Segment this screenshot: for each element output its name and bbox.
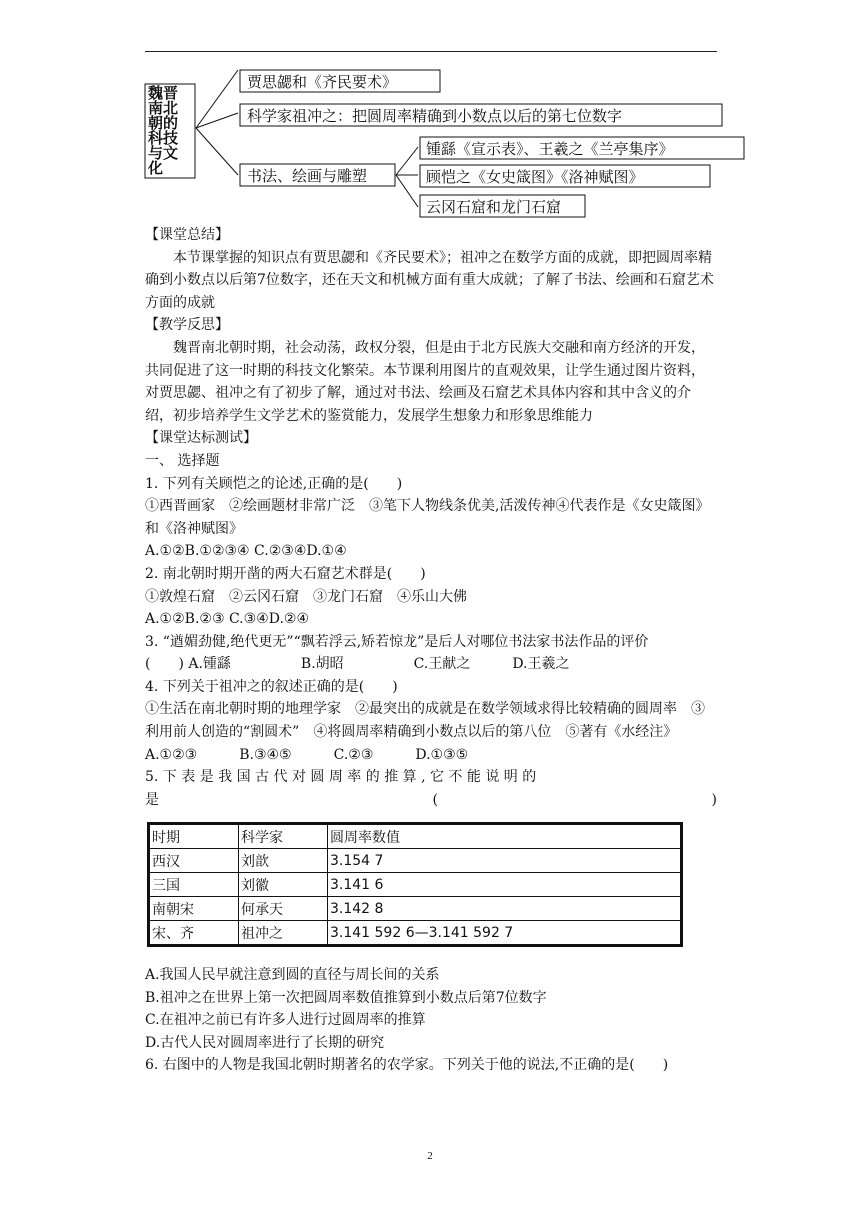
q5-stem: 5. 下 表 是 我 国 古 代 对 圆 周 率 的 推 算 , 它 不 能 说 明 的	[145, 769, 537, 786]
table-cell: 祖冲之	[239, 921, 328, 946]
q5-option-b: B.祖冲之在世界上第一次把圆周率数值推算到小数点后第7位数字	[145, 989, 547, 1006]
table-row	[149, 873, 682, 897]
table-cell: 宋、齐	[149, 921, 239, 946]
mind-map	[0, 0, 860, 224]
mindmap-sub-1: 锺繇《宣示表》、王羲之《兰亭集序》	[426, 140, 674, 158]
table-cell: 圆周率数值	[328, 824, 682, 849]
table-cell: 西汉	[149, 849, 239, 873]
summary-body: 本节课掌握的知识点有贾思勰和《齐民要术》；祖冲之在数学方面的成就，即把圆周率精确到小数点以后第7位数字，还在天文和机械方面有重大成就；了解了书法、绘画和石窟艺术方面的成就	[145, 249, 714, 311]
mindmap-connector	[196, 113, 238, 128]
q4-options: ①生活在南北朝时期的地理学家 ②最突出的成就是在数学领域求得比较精确的圆周率 ③利用前人创造的“割圆术” ④将圆周率精确到小数点以后的第八位 ⑤著有《水经注》 A.①②③ B.③④⑤ C.②③ D.①③⑤	[145, 701, 705, 763]
main-content	[145, 224, 717, 811]
q3-answers: ( ) A.锺繇 B.胡昭 C.王献之 D.王羲之	[145, 656, 570, 673]
mindmap-root-line: 南北	[148, 99, 179, 117]
q3-stem: 3. “遒媚劲健,绝代更无”“飘若浮云,矫若惊龙”是后人对哪位书法家书法作品的评价	[145, 633, 649, 650]
test-heading: 【课堂达标测试】	[145, 430, 257, 447]
mindmap-branch-3: 书法、绘画与雕塑	[247, 167, 368, 185]
q1-answers: A.①②B.①②③④ C.②③④D.①④	[145, 543, 347, 560]
q4-stem: 4. 下列关于祖冲之的叙述正确的是( )	[145, 678, 398, 695]
table-cell: 时期	[149, 824, 239, 849]
q2-options: ①敦煌石窟 ②云冈石窟 ③龙门石窟 ④乐山大佛	[145, 588, 467, 605]
q5-options	[145, 964, 717, 1077]
summary-heading: 【课堂总结】	[145, 227, 229, 243]
table-cell: 3.141 592 6—3.141 592 7	[328, 921, 682, 946]
q2-answers: A.①②B.②③ C.③④D.②④	[145, 611, 309, 628]
mindmap-root-line: 科技	[148, 129, 179, 147]
table-row	[149, 824, 682, 849]
mindmap-connector	[396, 175, 418, 207]
table-row	[149, 897, 682, 921]
q1-stem: 1. 下列有关顾恺之的论述,正确的是( )	[145, 475, 403, 492]
q5-stem-left: 是	[145, 791, 159, 808]
mindmap-root-line: 魏晋	[148, 84, 179, 102]
mindmap-connector	[396, 147, 418, 175]
section-title: 一、 选择题	[145, 452, 220, 469]
mindmap-connector	[196, 128, 238, 175]
q2-stem: 2. 南北朝时期开凿的两大石窟艺术群是( )	[145, 565, 426, 582]
table-cell: 刘歆	[239, 849, 328, 873]
q5-stem-line2	[145, 789, 717, 812]
table-cell: 南朝宋	[149, 897, 239, 921]
table-row	[149, 849, 682, 873]
mindmap-sub-2: 顾恺之《女史箴图》《洛神赋图》	[426, 168, 644, 186]
mindmap-branch-2: 科学家祖冲之：把圆周率精确到小数点以后的第七位数字	[247, 107, 623, 125]
table-cell: 三国	[149, 873, 239, 897]
table-cell: 3.154 7	[328, 849, 682, 873]
q5-option-d: D.古代人民对圆周率进行了长期的研究	[145, 1034, 385, 1051]
table-cell: 刘徽	[239, 873, 328, 897]
pi-table	[147, 822, 683, 947]
q5-stem-right: )	[711, 791, 717, 808]
q1-options: ①西晋画家 ②绘画题材非常广泛 ③笔下人物线条优美,活泼传神④代表作是《女史箴图》和《洛神赋图》	[145, 498, 710, 537]
mindmap-sub-3: 云冈石窟和龙门石窟	[426, 198, 562, 216]
reflection-body: 魏晋南北朝时期，社会动荡，政权分裂，但是由于北方民族大交融和南方经济的开发，共同促进了这一时期的科技文化繁荣。本节课利用图片的直观效果，让学生通过图片资料，对贾思勰、祖冲之有了初步了解，通过对书法、绘画及石窟艺术具体内容和其中含义的介绍，初步培养学生文学艺术的鉴赏能力，发展学生想象力和形象思维能力	[145, 339, 705, 424]
table-cell: 3.142 8	[328, 897, 682, 921]
q5-stem-mid: (	[432, 791, 438, 808]
mindmap-branch-1: 贾思勰和《齐民要术》	[247, 73, 398, 91]
table-row	[149, 921, 682, 946]
reflection-heading: 【教学反思】	[145, 317, 229, 334]
page-number: 2	[427, 1150, 433, 1162]
mindmap-root-line: 化	[148, 159, 164, 177]
mindmap-root-line: 朝的	[148, 114, 179, 132]
table-cell: 3.141 6	[328, 873, 682, 897]
mindmap-root-line: 与文	[148, 144, 179, 162]
table-cell: 何承天	[239, 897, 328, 921]
q5-option-a: A.我国人民早就注意到圆的直径与周长间的关系	[145, 967, 440, 983]
table-cell: 科学家	[239, 824, 328, 849]
mindmap-connector	[196, 70, 238, 128]
q6-stem: 6. 右图中的人物是我国北朝时期著名的农学家。下列关于他的说法,不正确的是( )	[145, 1057, 669, 1074]
q5-option-c: C.在祖冲之前已有许多人进行过圆周率的推算	[145, 1012, 426, 1029]
